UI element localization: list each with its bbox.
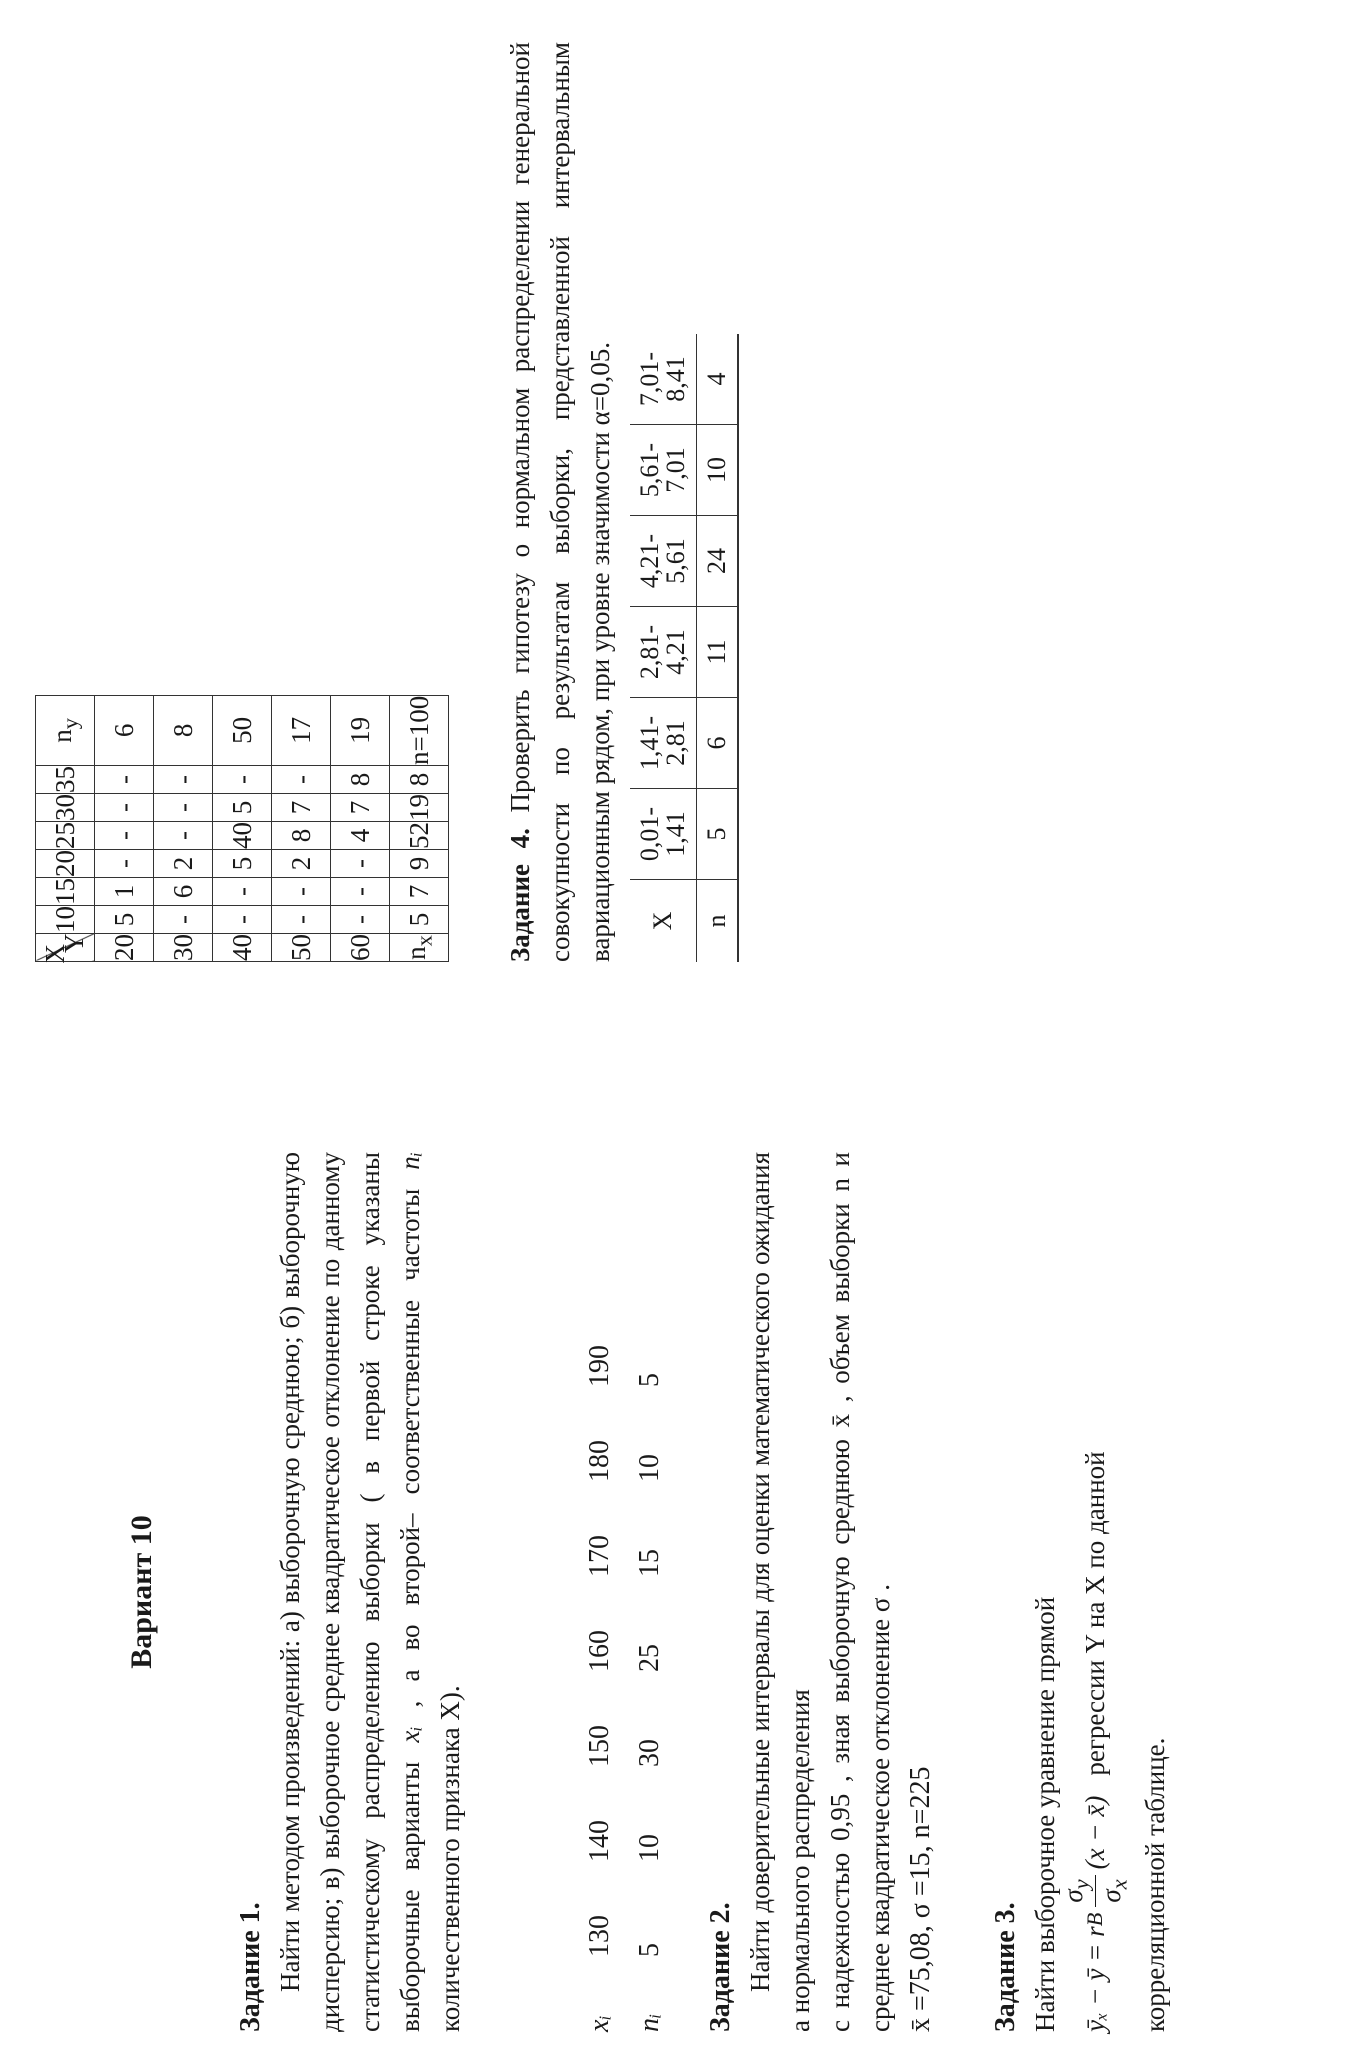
formula-sub-b: B	[1082, 1912, 1107, 1927]
table-cell: -	[95, 822, 154, 850]
interval-end: 8,41	[661, 356, 690, 402]
interval-end: 2,81	[661, 720, 690, 766]
nx-cell: 5	[390, 906, 449, 934]
correlation-table	[35, 695, 449, 962]
interval-cell	[630, 516, 697, 607]
table-cell: 2	[154, 850, 213, 878]
x-value: 180	[584, 1440, 615, 1482]
task2-text-1: Найти доверительные интервалы для оценки математического ожидания а нормального распределения	[745, 1152, 815, 2032]
interval-end: 5,61	[661, 538, 690, 584]
table-cell: 5	[213, 850, 272, 878]
interval-cell	[630, 334, 697, 425]
ny-sub: y	[57, 718, 83, 730]
distribution-row-x	[575, 1152, 625, 2032]
task4-body: Проверить гипотезу о нормальном распределении генеральной совокупности по результатам выборки, представленной интервальным вариационным рядом, при уровне значимости α=0,05.	[505, 42, 615, 962]
ny-cell: 17	[272, 695, 331, 765]
table-cell: -	[331, 906, 390, 934]
x-value: 150	[584, 1725, 615, 1767]
interval-row-n	[697, 334, 739, 962]
task2-text-2: с надежностью 0,95 , зная выборочную среднюю x̄ , объем выборки n и среднее квадратическое отклонение σ .	[825, 1152, 895, 2032]
frequency-cell: 4	[697, 334, 739, 425]
interval-start: 5,61-	[635, 442, 664, 498]
formula-denominator	[1096, 1875, 1132, 1906]
table-cell: -	[213, 906, 272, 934]
x-header: 15	[36, 878, 95, 906]
table-cell: -	[154, 766, 213, 794]
n-value: 30	[634, 1739, 665, 1767]
x-header: 20	[36, 850, 95, 878]
table-cell: -	[95, 794, 154, 822]
n-value: 25	[634, 1644, 665, 1672]
table-cell: -	[95, 766, 154, 794]
frequency-cell: 5	[697, 789, 739, 880]
x-header: 30	[36, 794, 95, 822]
table-cell: 7	[331, 794, 390, 822]
task2-heading: Задание 2.	[705, 1902, 736, 2032]
interval-cell	[630, 607, 697, 698]
nx-label-text: n	[400, 946, 431, 960]
x-header: 10	[36, 906, 95, 934]
frequency-cell: 6	[697, 698, 739, 789]
interval-n-label: n	[697, 880, 739, 963]
nx-cell: 19	[390, 794, 449, 822]
x-header: 35	[36, 766, 95, 794]
y-value: 50	[272, 934, 331, 962]
interval-cell	[630, 789, 697, 880]
formula-numerator	[1058, 1875, 1095, 1906]
task4-text	[500, 42, 620, 962]
n-total: n=100	[390, 695, 449, 765]
nx-sub: x	[411, 935, 437, 947]
table-row	[154, 695, 213, 961]
regression-formula	[1060, 1152, 1130, 2032]
task2-parameters: x̄ =75,08, σ =15, n=225	[905, 1766, 936, 2032]
x-value: 160	[584, 1630, 615, 1672]
ny-cell: 50	[213, 695, 272, 765]
frequency-cell: 10	[697, 425, 739, 516]
row-x-label: xᵢ	[584, 2015, 615, 2032]
n-value: 5	[634, 1373, 665, 1387]
sub-x: x	[1105, 1879, 1131, 1890]
table-cell: -	[154, 822, 213, 850]
ny-label: n	[46, 729, 77, 743]
n-value: 15	[634, 1549, 665, 1577]
interval-x-label: X	[630, 880, 697, 963]
table-row-nx	[390, 695, 449, 961]
sub-y: y	[1068, 1879, 1094, 1890]
task1-text-before: Найти методом произведений: а) выборочную среднюю; б) выборочную дисперсию; в) выборочное среднее квадратическое отклонение по данному статистическому распределению выборки ( в первой строке указаны выборочные варианты	[275, 1152, 425, 2032]
n-value: 5	[634, 1943, 665, 1957]
task1-distribution	[575, 1152, 675, 2032]
table-cell: 7	[272, 794, 331, 822]
table-cell: -	[331, 850, 390, 878]
table-cell: -	[95, 850, 154, 878]
table-header-row	[36, 695, 95, 961]
y-value: 20	[95, 934, 154, 962]
task1-text-middle: , а во второй– соответственные частоты	[395, 1188, 425, 1708]
interval-start: 0,01-	[635, 806, 664, 862]
table-cell: -	[272, 766, 331, 794]
nx-label	[390, 934, 449, 962]
corner-x: X	[40, 944, 70, 964]
y-value: 30	[154, 934, 213, 962]
table-cell: 5	[213, 794, 272, 822]
row-n-label: nᵢ	[634, 2013, 665, 2032]
frequency-cell: 24	[697, 516, 739, 607]
task3-text: Найти выборочное уравнение прямой	[1030, 1596, 1060, 2032]
ny-cell: 19	[331, 695, 390, 765]
table-cell: 6	[154, 878, 213, 906]
ny-header	[36, 695, 95, 765]
table-cell: 40	[213, 822, 272, 850]
y-value: 60	[331, 934, 390, 962]
interval-start: 7,01-	[635, 351, 664, 407]
formula-fraction	[1058, 1875, 1132, 1906]
page-title: Вариант 10	[125, 1515, 158, 1669]
task1-text	[270, 1152, 470, 2032]
table-cell: -	[331, 878, 390, 906]
sigma-y: σ	[1058, 1889, 1089, 1903]
task3-text-tail-1: регрессии Y на X по данной	[1079, 1451, 1110, 1776]
interval-cell	[630, 425, 697, 516]
interval-end: 1,41	[661, 811, 690, 857]
table-row	[272, 695, 331, 961]
table-cell: -	[213, 766, 272, 794]
x-value: 190	[584, 1345, 615, 1387]
ny-cell: 6	[95, 695, 154, 765]
x-header: 25	[36, 822, 95, 850]
table-cell: -	[154, 794, 213, 822]
table-cell: 5	[95, 906, 154, 934]
distribution-row-n	[625, 1152, 675, 2032]
xi-symbol: xᵢ	[395, 1726, 425, 1743]
table-cell: -	[154, 906, 213, 934]
table-row	[213, 695, 272, 961]
ni-symbol: nᵢ	[395, 1151, 425, 1170]
x-value: 170	[584, 1535, 615, 1577]
nx-cell: 9	[390, 850, 449, 878]
task3-text-tail-2: корреляционной таблице.	[1140, 1737, 1170, 2032]
interval-start: 4,21-	[635, 533, 664, 589]
n-value: 10	[634, 1454, 665, 1482]
n-value: 10	[634, 1834, 665, 1862]
table-cell: -	[213, 878, 272, 906]
interval-end: 4,21	[661, 629, 690, 675]
task1-heading: Задание 1.	[235, 1902, 266, 2032]
interval-start: 1,41-	[635, 715, 664, 771]
interval-cell	[630, 698, 697, 789]
interval-table	[630, 334, 739, 962]
y-value: 40	[213, 934, 272, 962]
table-cell: 8	[331, 766, 390, 794]
task4-heading: Задание 4.	[505, 828, 535, 962]
ny-cell: 8	[154, 695, 213, 765]
interval-end: 7,01	[661, 447, 690, 493]
formula-lhs: ȳₓ − ȳ = r	[1079, 1926, 1110, 2032]
task1-text-after: количественного признака Х).	[435, 1685, 465, 2032]
corner-cell	[36, 934, 95, 962]
nx-cell: 8	[390, 766, 449, 794]
table-cell: 2	[272, 850, 331, 878]
x-value: 130	[584, 1915, 615, 1957]
table-cell: 4	[331, 822, 390, 850]
nx-cell: 7	[390, 878, 449, 906]
table-cell: 8	[272, 822, 331, 850]
task3-heading: Задание 3.	[990, 1902, 1021, 2032]
table-cell: -	[272, 878, 331, 906]
sigma-x: σ	[1095, 1889, 1126, 1903]
table-cell: -	[272, 906, 331, 934]
interval-row-x	[630, 334, 697, 962]
nx-cell: 52	[390, 822, 449, 850]
interval-start: 2,81-	[635, 624, 664, 680]
table-row	[331, 695, 390, 961]
table-row	[95, 695, 154, 961]
frequency-cell: 11	[697, 607, 739, 698]
table-cell: 1	[95, 878, 154, 906]
formula-rhs: (x − x̄)	[1079, 1795, 1110, 1870]
x-value: 140	[584, 1820, 615, 1862]
corner-y: Y	[59, 933, 89, 953]
